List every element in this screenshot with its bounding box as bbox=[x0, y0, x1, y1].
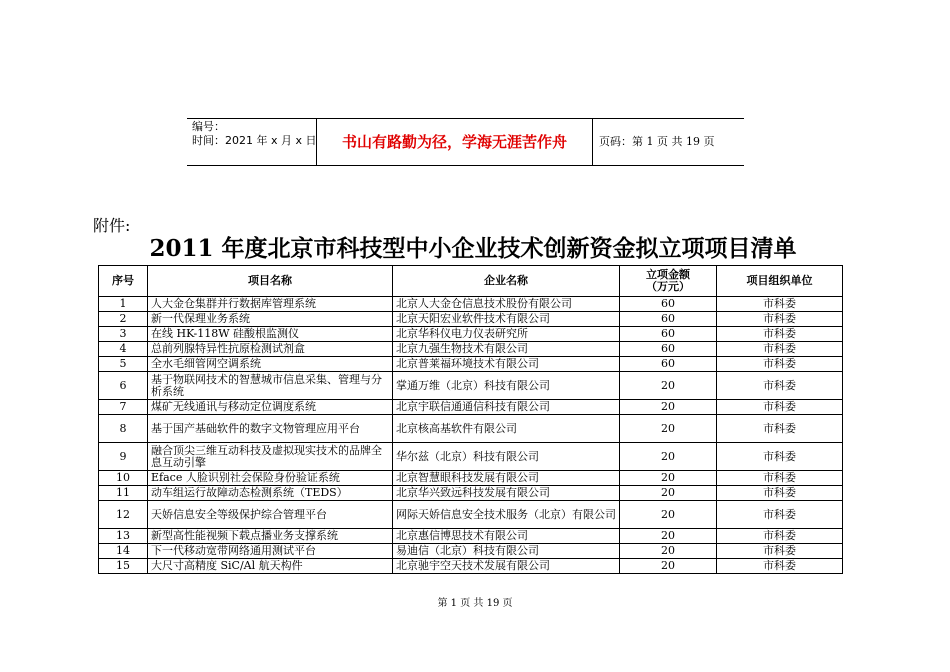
company-name-cell: 易迪信（北京）科技有限公司 bbox=[393, 544, 620, 559]
project-name-cell: 动车组运行故障动态检测系统（TEDS） bbox=[148, 486, 393, 501]
table-row bbox=[99, 501, 843, 529]
table-row bbox=[99, 297, 843, 312]
company-name-cell: 北京普莱福环境技术有限公司 bbox=[393, 357, 620, 372]
amount-cell: 60 bbox=[620, 297, 717, 312]
row-number: 3 bbox=[99, 327, 148, 342]
amount-cell: 20 bbox=[620, 443, 717, 471]
column-header: 项目名称 bbox=[148, 266, 393, 297]
table-row bbox=[99, 357, 843, 372]
amount-cell: 20 bbox=[620, 400, 717, 415]
row-number: 12 bbox=[99, 501, 148, 529]
company-name-cell: 北京人大金仓信息技术股份有限公司 bbox=[393, 297, 620, 312]
company-name-cell: 北京核高基软件有限公司 bbox=[393, 415, 620, 443]
row-number: 8 bbox=[99, 415, 148, 443]
column-header: 立项金额 （万元） bbox=[620, 266, 717, 297]
amount-cell: 60 bbox=[620, 312, 717, 327]
organization-cell: 市科委 bbox=[717, 342, 843, 357]
row-number: 4 bbox=[99, 342, 148, 357]
organization-cell: 市科委 bbox=[717, 471, 843, 486]
amount-cell: 20 bbox=[620, 544, 717, 559]
project-name-cell: 融合顶尖三维互动科技及虚拟现实技术的品牌全息互动引擎 bbox=[148, 443, 393, 471]
row-number: 5 bbox=[99, 357, 148, 372]
organization-cell: 市科委 bbox=[717, 357, 843, 372]
table-row bbox=[99, 443, 843, 471]
project-name-cell: 天娇信息安全等级保护综合管理平台 bbox=[148, 501, 393, 529]
column-header: 序号 bbox=[99, 266, 148, 297]
company-name-cell: 北京智慧眼科技发展有限公司 bbox=[393, 471, 620, 486]
row-number: 9 bbox=[99, 443, 148, 471]
company-name-cell: 华尔兹（北京）科技有限公司 bbox=[393, 443, 620, 471]
amount-cell: 20 bbox=[620, 501, 717, 529]
row-number: 15 bbox=[99, 559, 148, 574]
table-row bbox=[99, 400, 843, 415]
organization-cell: 市科委 bbox=[717, 443, 843, 471]
organization-cell: 市科委 bbox=[717, 544, 843, 559]
header-divider bbox=[592, 118, 593, 166]
project-name-cell: 在线 HK-118W 硅酸根监测仪 bbox=[148, 327, 393, 342]
header-page-info: 页码：第 1 页 共 19 页 bbox=[599, 135, 715, 148]
project-name-cell: 大尺寸高精度 SiC/Al 航天构件 bbox=[148, 559, 393, 574]
company-name-cell: 北京九强生物技术有限公司 bbox=[393, 342, 620, 357]
project-name-cell: 新一代保理业务系统 bbox=[148, 312, 393, 327]
time-label: 时间：2021 年 x 月 x 日 bbox=[192, 134, 317, 147]
project-name-cell: 新型高性能视频下载点播业务支撑系统 bbox=[148, 529, 393, 544]
organization-cell: 市科委 bbox=[717, 415, 843, 443]
row-number: 7 bbox=[99, 400, 148, 415]
project-name-cell: 人大金仓集群并行数据库管理系统 bbox=[148, 297, 393, 312]
row-number: 6 bbox=[99, 372, 148, 400]
row-number: 11 bbox=[99, 486, 148, 501]
table-row bbox=[99, 559, 843, 574]
company-name-cell: 北京天阳宏业软件技术有限公司 bbox=[393, 312, 620, 327]
project-name-cell: 煤矿无线通讯与移动定位调度系统 bbox=[148, 400, 393, 415]
company-name-cell: 北京宇联信通通信科技有限公司 bbox=[393, 400, 620, 415]
page-footer: 第 1 页 共 19 页 bbox=[437, 598, 513, 609]
table-row bbox=[99, 342, 843, 357]
amount-cell: 20 bbox=[620, 486, 717, 501]
amount-cell: 20 bbox=[620, 471, 717, 486]
table-row bbox=[99, 327, 843, 342]
row-number: 13 bbox=[99, 529, 148, 544]
row-number: 14 bbox=[99, 544, 148, 559]
row-number: 2 bbox=[99, 312, 148, 327]
page-header bbox=[187, 118, 744, 166]
organization-cell: 市科委 bbox=[717, 372, 843, 400]
project-name-cell: 总前列腺特异性抗原检测试剂盒 bbox=[148, 342, 393, 357]
table-row bbox=[99, 544, 843, 559]
table-row bbox=[99, 471, 843, 486]
document-title: 2011 年度北京市科技型中小企业技术创新资金拟立项项目清单 bbox=[149, 235, 797, 262]
organization-cell: 市科委 bbox=[717, 559, 843, 574]
attachment-label: 附件: bbox=[93, 216, 131, 235]
table-header-row bbox=[99, 266, 843, 297]
company-name-cell: 北京惠信博思技术有限公司 bbox=[393, 529, 620, 544]
column-header: 企业名称 bbox=[393, 266, 620, 297]
amount-cell: 60 bbox=[620, 357, 717, 372]
row-number: 10 bbox=[99, 471, 148, 486]
header-meta bbox=[192, 120, 317, 148]
table-row bbox=[99, 372, 843, 400]
organization-cell: 市科委 bbox=[717, 400, 843, 415]
code-label: 编号： bbox=[192, 120, 225, 133]
organization-cell: 市科委 bbox=[717, 312, 843, 327]
organization-cell: 市科委 bbox=[717, 297, 843, 312]
amount-cell: 20 bbox=[620, 372, 717, 400]
table-row bbox=[99, 529, 843, 544]
project-name-cell: Eface 人脸识别社会保险身份验证系统 bbox=[148, 471, 393, 486]
project-table bbox=[98, 265, 843, 574]
organization-cell: 市科委 bbox=[717, 327, 843, 342]
project-name-cell: 基于物联网技术的智慧城市信息采集、管理与分析系统 bbox=[148, 372, 393, 400]
project-name-cell: 全水毛细管网空调系统 bbox=[148, 357, 393, 372]
company-name-cell: 掌通万维（北京）科技有限公司 bbox=[393, 372, 620, 400]
organization-cell: 市科委 bbox=[717, 529, 843, 544]
header-motto: 书山有路勤为径，学海无涯苦作舟 bbox=[341, 133, 567, 151]
table-row bbox=[99, 415, 843, 443]
project-name-cell: 基于国产基础软件的数字文物管理应用平台 bbox=[148, 415, 393, 443]
company-name-cell: 北京华兴致远科技发展有限公司 bbox=[393, 486, 620, 501]
organization-cell: 市科委 bbox=[717, 501, 843, 529]
company-name-cell: 北京驰宇空天技术发展有限公司 bbox=[393, 559, 620, 574]
column-header: 项目组织单位 bbox=[717, 266, 843, 297]
amount-cell: 60 bbox=[620, 342, 717, 357]
amount-cell: 60 bbox=[620, 327, 717, 342]
amount-cell: 20 bbox=[620, 529, 717, 544]
row-number: 1 bbox=[99, 297, 148, 312]
project-name-cell: 下一代移动宽带网络通用测试平台 bbox=[148, 544, 393, 559]
table-row bbox=[99, 312, 843, 327]
amount-cell: 20 bbox=[620, 559, 717, 574]
company-name-cell: 网际天娇信息安全技术服务（北京）有限公司 bbox=[393, 501, 620, 529]
table-row bbox=[99, 486, 843, 501]
amount-cell: 20 bbox=[620, 415, 717, 443]
organization-cell: 市科委 bbox=[717, 486, 843, 501]
company-name-cell: 北京华科仪电力仪表研究所 bbox=[393, 327, 620, 342]
